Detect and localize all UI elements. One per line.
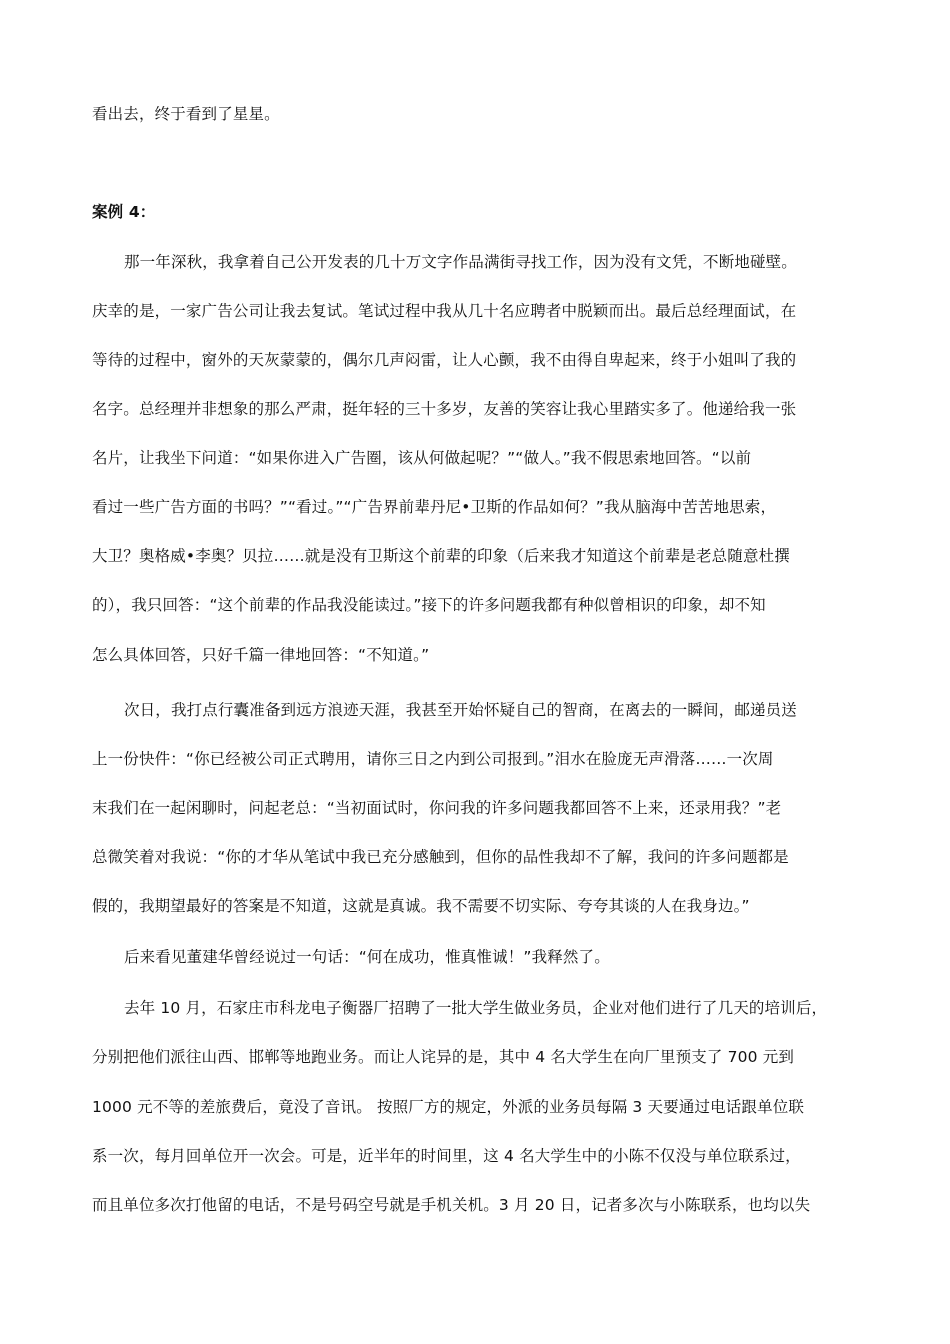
paragraph-line: 上一份快件：“你已经被公司正式聘用，请你三日之内到公司报到。”泪水在脸庞无声滑落……一次周 xyxy=(92,750,774,768)
paragraph-line: 而且单位多次打他留的电话，不是号码空号就是手机关机。3 月 20 日，记者多次与小陈联系，也均以失 xyxy=(92,1196,811,1214)
paragraph-line: 那一年深秋，我拿着自己公开发表的几十万文字作品满街寻找工作，因为没有文凭，不断地碰壁。 xyxy=(124,253,797,271)
paragraph-line: 看出去，终于看到了星星。 xyxy=(92,105,280,123)
paragraph-line: 大卫？奥格威•李奥？贝拉……就是没有卫斯这个前辈的印象（后来我才知道这个前辈是老总随意杜撰 xyxy=(92,547,790,565)
paragraph-line: 末我们在一起闲聊时，问起老总：“当初面试时，你问我的许多问题我都回答不上来，还录用我？”老 xyxy=(92,799,782,817)
paragraph-line: 分别把他们派往山西、邯郸等地跑业务。而让人诧异的是，其中 4 名大学生在向厂里预支了 700 元到 xyxy=(92,1048,795,1066)
paragraph-line: 等待的过程中，窗外的天灰蒙蒙的，偶尔几声闷雷，让人心颤，我不由得自卑起来，终于小姐叫了我的 xyxy=(92,351,797,369)
paragraph-line: 假的，我期望最好的答案是不知道，这就是真诚。我不需要不切实际、夸夸其谈的人在我身边。” xyxy=(92,897,750,915)
paragraph-line: 庆幸的是，一家广告公司让我去复试。笔试过程中我从几十名应聘者中脱颖而出。最后总经理面试，在 xyxy=(92,302,797,320)
section-heading: 案例 4： xyxy=(92,203,156,221)
paragraph-line: 的），我只回答：“这个前辈的作品我没能读过。”接下的许多问题我都有种似曾相识的印象，却不知 xyxy=(92,596,766,614)
paragraph-line: 次日，我打点行囊准备到远方浪迹天涯，我甚至开始怀疑自己的智商，在离去的一瞬间，邮递员送 xyxy=(124,701,797,719)
paragraph-line: 系一次，每月回单位开一次会。可是，近半年的时间里，这 4 名大学生中的小陈不仅没与单位联系过， xyxy=(92,1147,801,1165)
paragraph-line: 后来看见董建华曾经说过一句话：“何在成功，惟真惟诚！”我释然了。 xyxy=(124,948,610,966)
paragraph-line: 怎么具体回答，只好千篇一律地回答：“不知道。” xyxy=(92,646,430,664)
paragraph-line: 1000 元不等的差旅费后，竟没了音讯。 按照厂方的规定，外派的业务员每隔 3 天要通过电话跟单位联 xyxy=(92,1098,805,1116)
paragraph-line: 看过一些广告方面的书吗？”“看过。”“广告界前辈丹尼•卫斯的作品如何？”我从脑海中苦苦地思索， xyxy=(92,498,777,516)
paragraph-line: 名片，让我坐下问道：“如果你进入广告圈，该从何做起呢？”“做人。”我不假思索地回答。“以前 xyxy=(92,449,752,467)
paragraph-line: 名字。总经理并非想象的那么严肃，挺年轻的三十多岁，友善的笑容让我心里踏实多了。他递给我一张 xyxy=(92,400,797,418)
paragraph-line: 总微笑着对我说：“你的才华从笔试中我已充分感触到，但你的品性我却不了解，我问的许多问题都是 xyxy=(92,848,789,866)
paragraph-line: 去年 10 月，石家庄市科龙电子衡器厂招聘了一批大学生做业务员，企业对他们进行了几天的培训后， xyxy=(124,999,828,1017)
